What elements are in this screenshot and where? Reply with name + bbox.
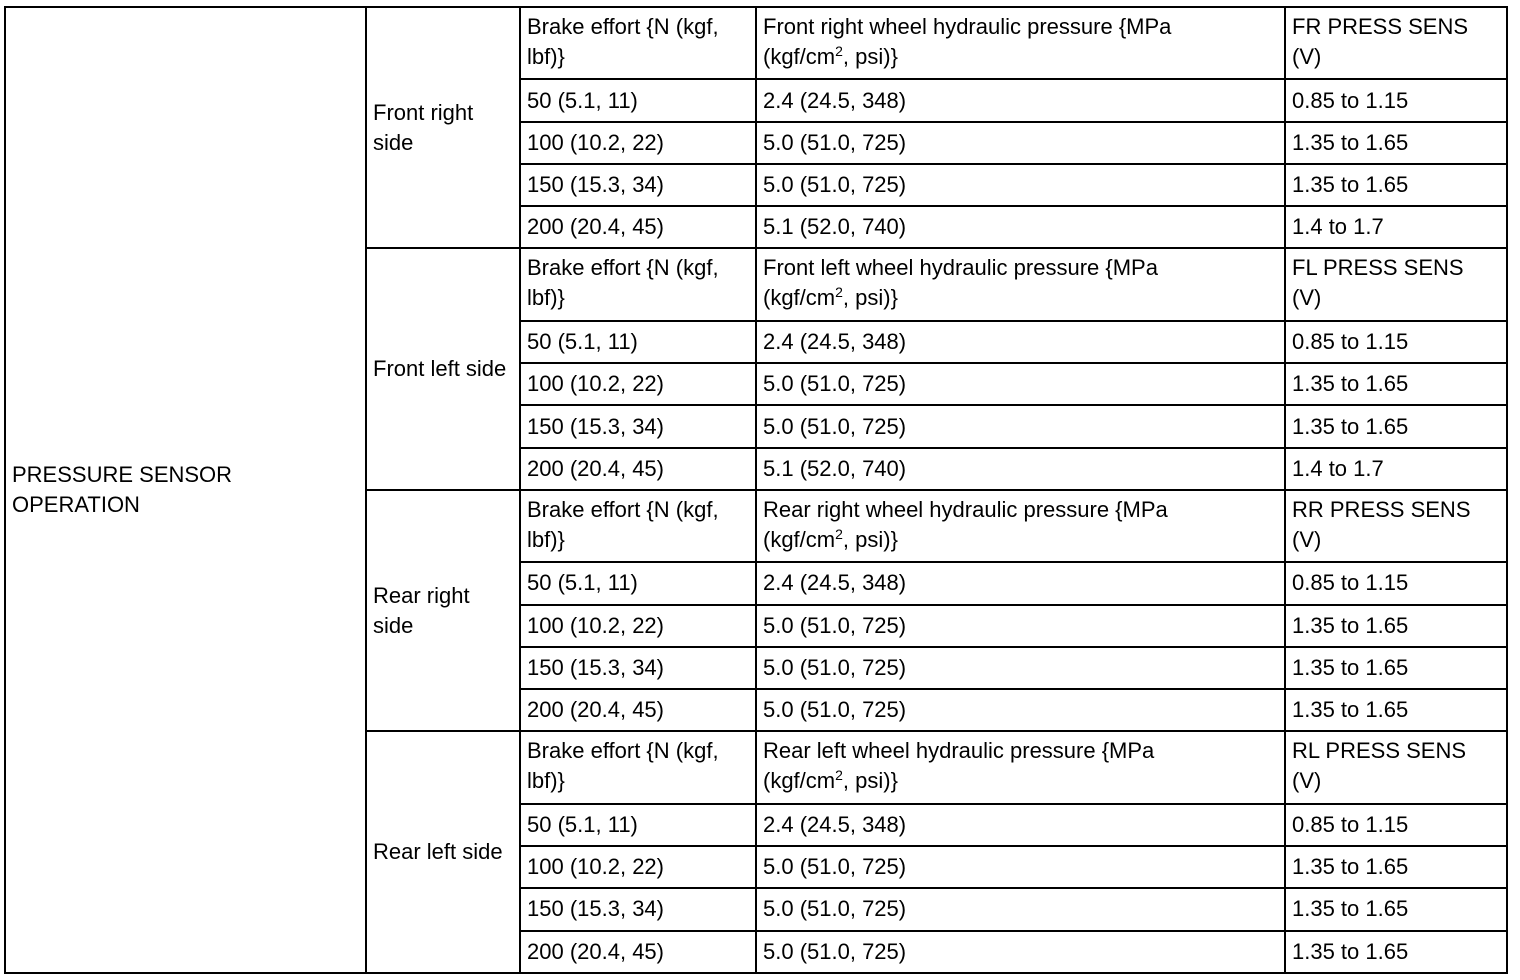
sensor-header-cell (1285, 731, 1507, 803)
sensor-header-label: FL PRESS SENS (1292, 255, 1464, 281)
sensor-voltage-cell: 1.4 to 1.7 (1285, 448, 1507, 490)
pressure-unit-open: (kgf/cm (763, 44, 836, 69)
sensor-header-label: FR PRESS SENS (1292, 14, 1469, 39)
sensor-voltage-cell: 0.85 to 1.15 (1285, 562, 1507, 604)
pressure-unit-close: , psi)} (842, 768, 898, 794)
brake-effort-cell: 50 (5.1, 11) (520, 79, 756, 121)
pressure-header-label: Front left wheel hydraulic pressure {MPa (763, 255, 1158, 281)
hydraulic-pressure-cell: 5.0 (51.0, 725) (756, 122, 1285, 164)
brake-effort-cell: 100 (10.2, 22) (520, 122, 756, 164)
sensor-voltage-cell: 1.35 to 1.65 (1285, 363, 1507, 405)
spec-table-body (5, 7, 1507, 973)
sensor-unit: (V) (1292, 285, 1322, 311)
hydraulic-pressure-cell: 5.0 (51.0, 725) (756, 888, 1285, 930)
sensor-voltage-cell: 1.35 to 1.65 (1285, 931, 1507, 974)
brake-effort-cell: 200 (20.4, 45) (520, 931, 756, 974)
pressure-unit-close: , psi)} (842, 285, 898, 311)
sensor-voltage-cell: 1.35 to 1.65 (1285, 689, 1507, 731)
pressure-header-cell (756, 248, 1285, 320)
pressure-unit-close: , psi)} (842, 526, 898, 552)
sensor-voltage-cell: 1.35 to 1.65 (1285, 405, 1507, 447)
hydraulic-pressure-cell: 2.4 (24.5, 348) (756, 562, 1285, 604)
sensor-voltage-cell: 1.35 to 1.65 (1285, 122, 1507, 164)
sensor-voltage-cell: 0.85 to 1.15 (1285, 79, 1507, 121)
side-label-cell: Rear right side (366, 490, 520, 731)
sensor-header-label: RL PRESS SENS (1292, 738, 1467, 764)
hydraulic-pressure-cell: 5.0 (51.0, 725) (756, 164, 1285, 206)
pressure-unit-close: , psi)} (842, 44, 898, 69)
sensor-header-cell (1285, 490, 1507, 562)
side-label-cell: Rear left side (366, 731, 520, 973)
brake-effort-cell: 50 (5.1, 11) (520, 562, 756, 604)
sensor-unit: (V) (1292, 44, 1322, 69)
pressure-unit-exponent: 2 (835, 284, 843, 301)
hydraulic-pressure-cell: 2.4 (24.5, 348) (756, 321, 1285, 363)
sensor-voltage-cell: 1.35 to 1.65 (1285, 846, 1507, 888)
brake-effort-cell: 200 (20.4, 45) (520, 448, 756, 490)
pressure-unit-exponent: 2 (835, 43, 843, 59)
hydraulic-pressure-cell: 5.0 (51.0, 725) (756, 846, 1285, 888)
pressure-header-cell (756, 731, 1285, 803)
brake-effort-cell: 50 (5.1, 11) (520, 321, 756, 363)
brake-effort-cell: 150 (15.3, 34) (520, 888, 756, 930)
sensor-voltage-cell: 1.35 to 1.65 (1285, 888, 1507, 930)
pressure-header-label: Rear left wheel hydraulic pressure {MPa (763, 738, 1155, 764)
sensor-unit: (V) (1292, 768, 1322, 794)
pressure-unit-exponent: 2 (835, 767, 843, 784)
brake-effort-cell: 150 (15.3, 34) (520, 405, 756, 447)
brake-effort-cell: 100 (10.2, 22) (520, 846, 756, 888)
sensor-voltage-cell: 1.35 to 1.65 (1285, 605, 1507, 647)
hydraulic-pressure-cell: 2.4 (24.5, 348) (756, 804, 1285, 846)
brake-effort-header-cell: Brake effort {N (kgf, lbf)} (520, 248, 756, 320)
sensor-voltage-cell: 0.85 to 1.15 (1285, 321, 1507, 363)
hydraulic-pressure-cell: 5.0 (51.0, 725) (756, 647, 1285, 689)
brake-effort-header-cell: Brake effort {N (kgf, lbf)} (520, 731, 756, 803)
brake-effort-cell: 150 (15.3, 34) (520, 647, 756, 689)
hydraulic-pressure-cell: 5.0 (51.0, 725) (756, 931, 1285, 974)
hydraulic-pressure-cell: 5.0 (51.0, 725) (756, 605, 1285, 647)
item-name-cell: PRESSURE SENSOR OPERATION (5, 7, 366, 973)
pressure-unit-open: (kgf/cm (763, 768, 836, 794)
hydraulic-pressure-cell: 2.4 (24.5, 348) (756, 79, 1285, 121)
sensor-voltage-cell: 1.35 to 1.65 (1285, 647, 1507, 689)
hydraulic-pressure-cell: 5.1 (52.0, 740) (756, 448, 1285, 490)
brake-effort-cell: 150 (15.3, 34) (520, 164, 756, 206)
brake-effort-cell: 200 (20.4, 45) (520, 206, 756, 248)
pressure-header-label: Front right wheel hydraulic pressure {MPa (763, 14, 1172, 39)
brake-effort-cell: 100 (10.2, 22) (520, 363, 756, 405)
pressure-header-label: Rear right wheel hydraulic pressure {MPa (763, 496, 1168, 522)
brake-effort-cell: 100 (10.2, 22) (520, 605, 756, 647)
pressure-unit-exponent: 2 (835, 525, 843, 542)
pressure-unit-open: (kgf/cm (763, 285, 836, 311)
hydraulic-pressure-cell: 5.0 (51.0, 725) (756, 363, 1285, 405)
side-label-cell: Front left side (366, 248, 520, 489)
brake-effort-header-cell: Brake effort {N (kgf, lbf)} (520, 490, 756, 562)
brake-effort-cell: 200 (20.4, 45) (520, 689, 756, 731)
sensor-voltage-cell: 1.35 to 1.65 (1285, 164, 1507, 206)
sensor-voltage-cell: 1.4 to 1.7 (1285, 206, 1507, 248)
brake-effort-header-cell: Brake effort {N (kgf, lbf)} (520, 7, 756, 79)
hydraulic-pressure-cell: 5.1 (52.0, 740) (756, 206, 1285, 248)
pressure-sensor-spec-table (4, 6, 1508, 974)
sensor-header-label: RR PRESS SENS (1292, 496, 1471, 522)
side-label-cell: Front right side (366, 7, 520, 248)
sensor-header-cell (1285, 248, 1507, 320)
hydraulic-pressure-cell: 5.0 (51.0, 725) (756, 689, 1285, 731)
group-header-row (5, 7, 1507, 79)
pressure-header-cell (756, 7, 1285, 79)
sensor-unit: (V) (1292, 526, 1322, 552)
sensor-header-cell (1285, 7, 1507, 79)
hydraulic-pressure-cell: 5.0 (51.0, 725) (756, 405, 1285, 447)
brake-effort-cell: 50 (5.1, 11) (520, 804, 756, 846)
pressure-header-cell (756, 490, 1285, 562)
pressure-unit-open: (kgf/cm (763, 526, 836, 552)
sensor-voltage-cell: 0.85 to 1.15 (1285, 804, 1507, 846)
